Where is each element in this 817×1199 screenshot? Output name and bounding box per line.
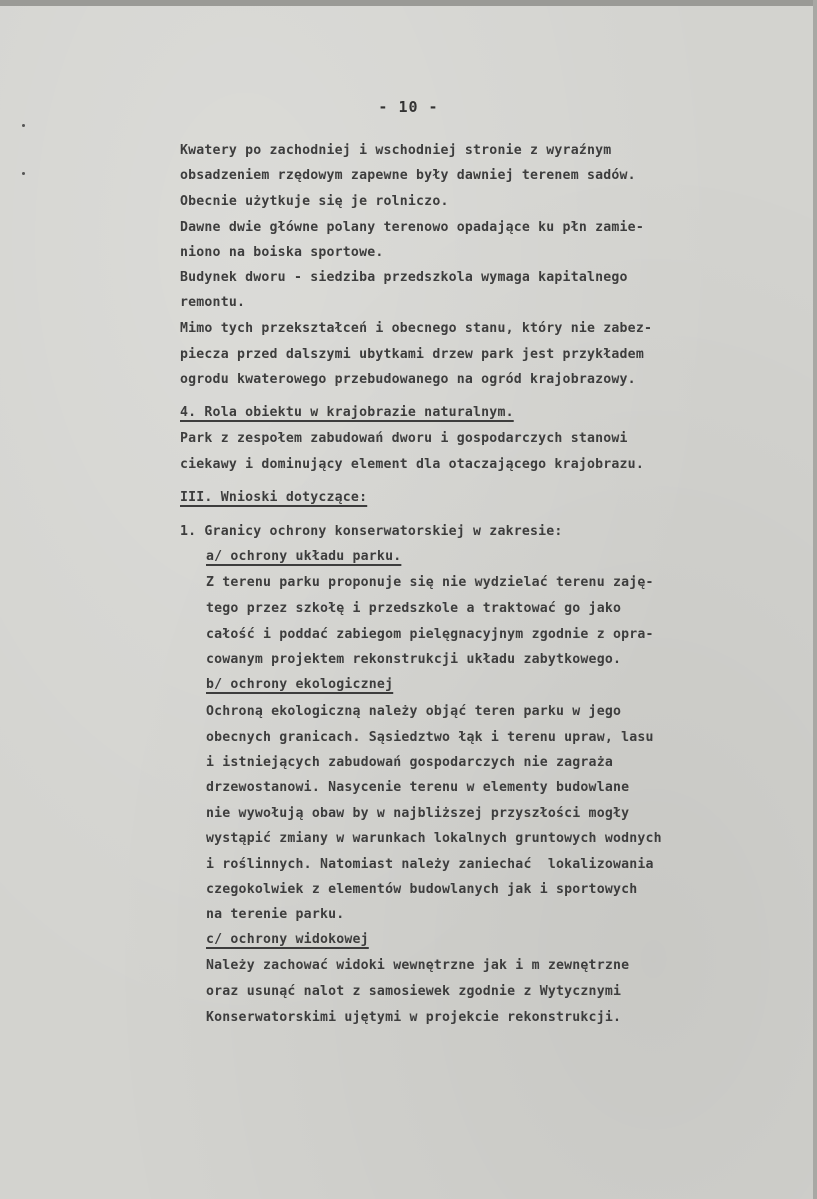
subsection-heading: b/ ochrony ekologicznej xyxy=(206,677,394,692)
page-edge-top xyxy=(0,0,817,6)
text-line: Dawne dwie główne polany terenowo opadające ku płn zamie- xyxy=(180,220,644,235)
subsection-heading: a/ ochrony układu parku. xyxy=(206,549,402,564)
text-line: Budynek dworu - siedziba przedszkola wymaga kapitalnego xyxy=(180,270,628,285)
text-line: drzewostanowi. Nasycenie terenu w elementy budowlane xyxy=(206,780,630,795)
text-line: Obecnie użytkuje się je rolniczo. xyxy=(180,194,449,209)
text-line: obecnych granicach. Sąsiedztwo łąk i terenu upraw, lasu xyxy=(206,730,654,745)
subsection-heading: c/ ochrony widokowej xyxy=(206,932,369,947)
text-line: Park z zespołem zabudowań dworu i gospodarczych stanowi xyxy=(180,431,628,446)
speck-mark xyxy=(22,172,25,175)
page-number: - 10 - xyxy=(378,98,439,116)
text-line: tego przez szkołę i przedszkole a traktować go jako xyxy=(206,601,622,616)
text-line: piecza przed dalszymi ubytkami drzew park jest przykładem xyxy=(180,347,644,362)
text-line: całość i poddać zabiegom pielęgnacyjnym zgodnie z opra- xyxy=(206,627,654,642)
text-line: niono na boiska sportowe. xyxy=(180,245,384,260)
text-line: cowanym projektem rekonstrukcji układu zabytkowego. xyxy=(206,652,622,667)
section-heading: III. Wnioski dotyczące: xyxy=(180,490,368,505)
text-line: Z terenu parku proponuje się nie wydzielać terenu zaję- xyxy=(206,575,654,590)
text-line: i roślinnych. Natomiast należy zaniechać lokalizowania xyxy=(206,857,654,872)
text-line: oraz usunąć nalot z samosiewek zgodnie z Wytycznymi xyxy=(206,984,622,999)
page-edge-right xyxy=(813,0,817,1199)
text-line: Ochroną ekologiczną należy objąć teren parku w jego xyxy=(206,704,622,719)
text-line: na terenie parku. xyxy=(206,907,345,922)
text-line: ogrodu kwaterowego przebudowanego na ogród krajobrazowy. xyxy=(180,372,636,387)
text-line: 1. Granicy ochrony konserwatorskiej w zakresie: xyxy=(180,524,563,539)
text-line: czegokolwiek z elementów budowlanych jak i sportowych xyxy=(206,882,638,897)
text-line: Konserwatorskimi ujętymi w projekcie rekonstrukcji. xyxy=(206,1010,622,1025)
text-line: ciekawy i dominujący element dla otaczającego krajobrazu. xyxy=(180,457,644,472)
speck-mark xyxy=(22,124,25,127)
section-heading: 4. Rola obiektu w krajobrazie naturalnym. xyxy=(180,405,514,420)
text-line: i istniejących zabudowań gospodarczych nie zagraża xyxy=(206,755,613,770)
text-line: remontu. xyxy=(180,295,246,310)
text-line: nie wywołują obaw by w najbliższej przyszłości mogły xyxy=(206,806,630,821)
text-line: wystąpić zmiany w warunkach lokalnych gruntowych wodnych xyxy=(206,831,662,846)
text-line: obsadzeniem rzędowym zapewne były dawniej terenem sadów. xyxy=(180,168,636,183)
text-line: Należy zachować widoki wewnętrzne jak i m zewnętrzne xyxy=(206,958,630,973)
text-line: Kwatery po zachodniej i wschodniej stronie z wyraźnym xyxy=(180,143,612,158)
text-line: Mimo tych przekształceń i obecnego stanu, który nie zabez- xyxy=(180,321,653,336)
